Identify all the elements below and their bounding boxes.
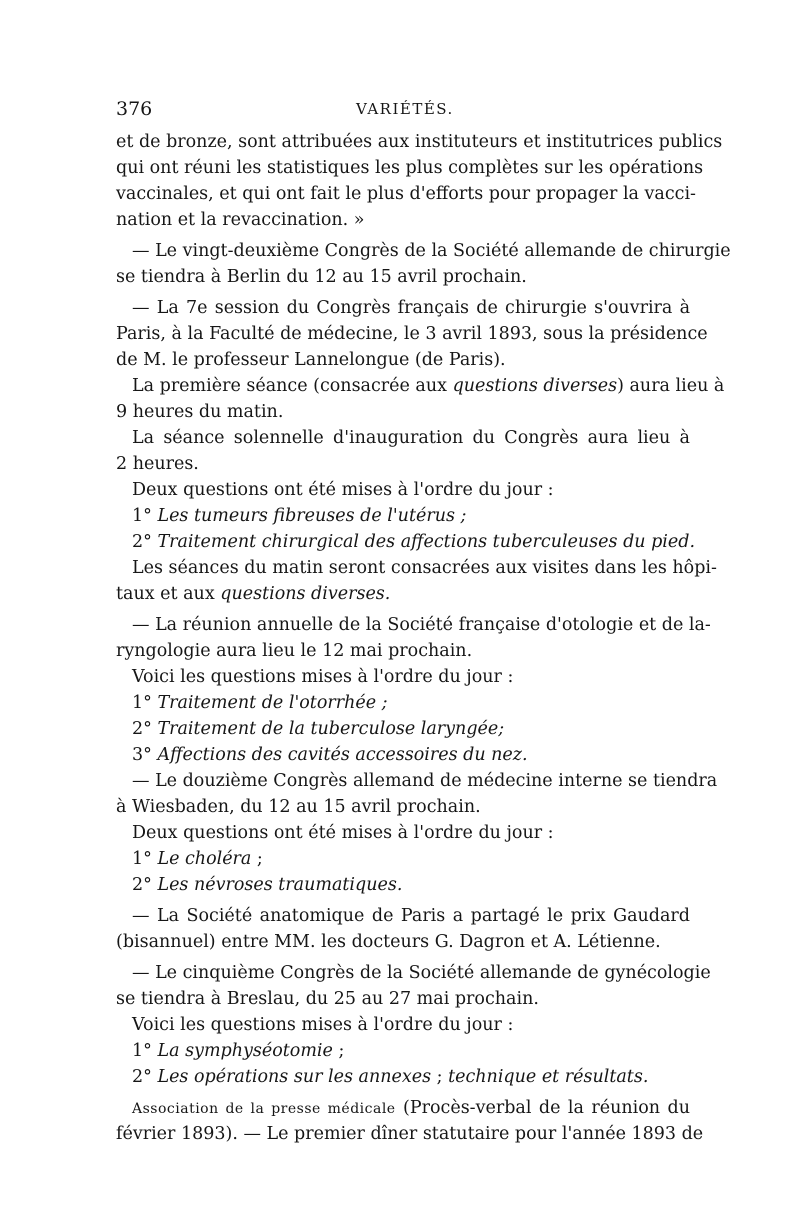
- text-line: (bisannuel) entre MM. les docteurs G. Dagron et A. Létienne.: [116, 932, 661, 952]
- text-segment: taux et aux: [116, 584, 221, 604]
- list-item: [116, 846, 690, 872]
- text-line: [116, 1095, 690, 1121]
- italic-segment: Traitement de l'otorrhée ;: [157, 693, 388, 713]
- italic-segment: questions diverses.: [220, 584, 391, 604]
- list-marker: 1°: [132, 693, 158, 713]
- text-line: [116, 373, 725, 399]
- list-marker: 2°: [132, 719, 158, 739]
- italic-segment: Le choléra: [157, 849, 252, 869]
- text-line: vaccinales, et qui ont fait le plus d'efforts pour propager la vacci-: [116, 184, 696, 204]
- text-line: Les séances du matin seront consacrées aux visites dans les hôpi-: [132, 558, 717, 578]
- text-line: La séance solennelle d'inauguration du Congrès aura lieu à: [132, 428, 690, 448]
- list-marker: 1°: [132, 849, 158, 869]
- text-segment: La première séance (consacrée aux: [132, 376, 453, 396]
- small-caps-heading: Association de la presse médicale: [132, 1101, 396, 1117]
- text-segment: ) aura lieu à: [617, 376, 725, 396]
- text-line: ryngologie aura lieu le 12 mai prochain.: [116, 641, 473, 661]
- text-line: [116, 581, 690, 607]
- text-line: et de bronze, sont attribuées aux instituteurs et institutrices publics: [116, 132, 723, 152]
- list-item: [116, 529, 696, 555]
- list-marker: 1°: [132, 1041, 158, 1061]
- list-item: [116, 716, 690, 742]
- page-header: [116, 98, 688, 128]
- text-line: Voici les questions mises à l'ordre du jour :: [132, 1015, 514, 1035]
- text-line: Deux questions ont été mises à l'ordre du jour :: [132, 823, 554, 843]
- running-head: VARIÉTÉS.: [356, 100, 454, 118]
- text-line: Paris, à la Faculté de médecine, le 3 avril 1893, sous la présidence: [116, 324, 708, 344]
- list-marker: 2°: [132, 875, 158, 895]
- body-text: [116, 129, 731, 1147]
- italic-segment: Les névroses traumatiques.: [157, 875, 403, 895]
- list-item: [116, 742, 690, 768]
- list-item: [116, 872, 690, 898]
- text-line: Deux questions ont été mises à l'ordre du jour :: [132, 480, 554, 500]
- text-line: — Le douzième Congrès allemand de médecine interne se tiendra: [132, 771, 718, 791]
- text-line: — Le vingt-deuxième Congrès de la Société allemande de chirurgie: [132, 241, 731, 261]
- italic-segment: questions diverses: [452, 376, 618, 396]
- italic-segment: technique et résultats.: [448, 1067, 649, 1087]
- text-line: se tiendra à Breslau, du 25 au 27 mai prochain.: [116, 989, 539, 1009]
- text-line: — Le cinquième Congrès de la Société allemande de gynécologie: [132, 963, 711, 983]
- list-item: [116, 1064, 690, 1090]
- list-marker: 2°: [132, 532, 158, 552]
- text-line: Voici les questions mises à l'ordre du jour :: [132, 667, 514, 687]
- text-line: qui ont réuni les statistiques les plus complètes sur les opérations: [116, 158, 704, 178]
- text-line: — La 7e session du Congrès français de chirurgie s'ouvrira à: [132, 298, 690, 318]
- list-marker: 3°: [132, 745, 158, 765]
- text-line: 2 heures.: [116, 454, 199, 474]
- list-marker: 2°: [132, 1067, 158, 1087]
- list-item: [116, 1038, 690, 1064]
- text-line: de M. le professeur Lannelongue (de Paris).: [116, 350, 506, 370]
- text-segment: ;: [251, 849, 263, 869]
- text-line: — La Société anatomique de Paris a partagé le prix Gaudard: [132, 906, 690, 926]
- text-line: 9 heures du matin.: [116, 402, 284, 422]
- list-item: [116, 503, 690, 529]
- italic-segment: Les opérations sur les annexes: [157, 1067, 432, 1087]
- text-segment: (Procès-verbal de la réunion du: [395, 1098, 690, 1118]
- text-line: nation et la revaccination. »: [116, 210, 365, 230]
- text-line: février 1893). — Le premier dîner statutaire pour l'année 1893 de: [116, 1124, 704, 1144]
- text-line: — La réunion annuelle de la Société française d'otologie et de la-: [132, 615, 711, 635]
- text-line: à Wiesbaden, du 12 au 15 avril prochain.: [116, 797, 481, 817]
- italic-segment: Les tumeurs fibreuses de l'utérus ;: [157, 506, 467, 526]
- page-number: 376: [116, 98, 153, 120]
- italic-segment: La symphyséotomie: [157, 1041, 333, 1061]
- list-marker: 1°: [132, 506, 158, 526]
- text-segment: ;: [431, 1067, 449, 1087]
- text-segment: ;: [332, 1041, 345, 1061]
- italic-segment: Traitement de la tuberculose laryngée;: [157, 719, 505, 739]
- italic-segment: Affections des cavités accessoires du nez.: [157, 745, 528, 765]
- list-item: [116, 690, 690, 716]
- italic-segment: Traitement chirurgical des affections tuberculeuses du pied.: [157, 532, 696, 552]
- text-line: se tiendra à Berlin du 12 au 15 avril prochain.: [116, 267, 527, 287]
